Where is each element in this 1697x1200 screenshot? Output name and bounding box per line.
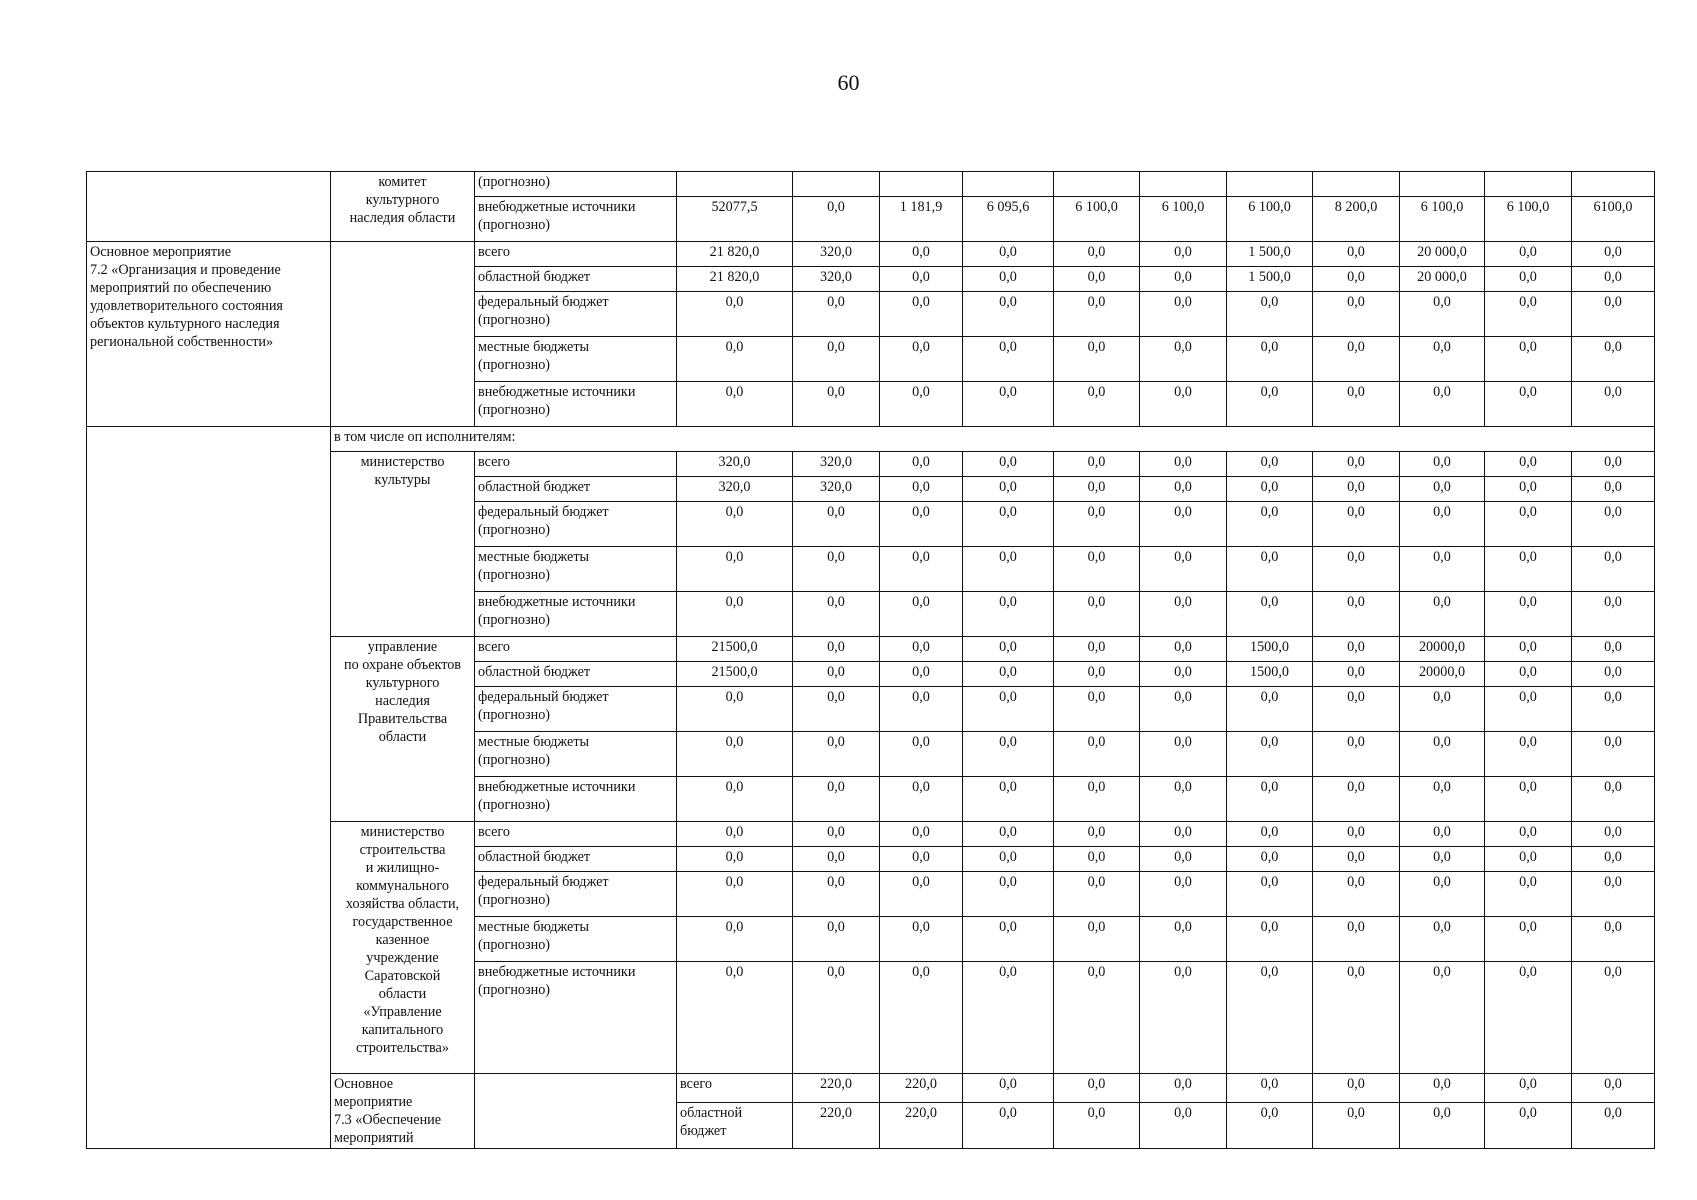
source-prognozno: (прогнозно) — [475, 172, 677, 197]
value-cell: 0,0 — [1400, 547, 1485, 592]
value-cell: 0,0 — [880, 637, 963, 662]
value-cell: 0,0 — [1140, 337, 1227, 382]
source-label: внебюджетные источники (прогнозно) — [475, 197, 677, 242]
value-cell: 220,0 — [880, 1103, 963, 1149]
value-cell: 0,0 — [1400, 1103, 1485, 1149]
value-cell: 0,0 — [1227, 1103, 1313, 1149]
activity-7-3-name: Основное мероприятие 7.3 «Обеспечение мероприятий — [331, 1074, 475, 1149]
value-cell: 0,0 — [880, 962, 963, 1074]
value-cell: 1 500,0 — [1227, 267, 1313, 292]
value-cell: 21500,0 — [677, 637, 793, 662]
value-cell: 0,0 — [1572, 917, 1655, 962]
executor-cell-empty — [331, 242, 475, 427]
value-cell: 0,0 — [1572, 292, 1655, 337]
value-cell: 0,0 — [793, 197, 880, 242]
value-cell: 0,0 — [1313, 337, 1400, 382]
value-cell: 0,0 — [1485, 292, 1572, 337]
value-cell: 0,0 — [1572, 662, 1655, 687]
value-cell: 52077,5 — [677, 197, 793, 242]
value-cell: 0,0 — [1485, 687, 1572, 732]
value-cell: 0,0 — [1054, 637, 1140, 662]
value-cell: 0,0 — [1400, 452, 1485, 477]
source-label: областной бюджет — [475, 662, 677, 687]
value-cell: 0,0 — [677, 502, 793, 547]
source-label: внебюджетные источники (прогнозно) — [475, 592, 677, 637]
value-cell: 0,0 — [1054, 732, 1140, 777]
value-cell: 0,0 — [1227, 592, 1313, 637]
value-cell: 0,0 — [1400, 687, 1485, 732]
value-cell: 0,0 — [1485, 337, 1572, 382]
value-cell: 0,0 — [1227, 917, 1313, 962]
value-cell: 0,0 — [1572, 1103, 1655, 1149]
value-cell: 0,0 — [1400, 847, 1485, 872]
value-cell: 0,0 — [880, 242, 963, 267]
value-cell: 0,0 — [1313, 637, 1400, 662]
value-cell: 0,0 — [963, 1103, 1054, 1149]
value-cell: 0,0 — [1313, 292, 1400, 337]
value-cell: 0,0 — [1313, 777, 1400, 822]
source-label: областной бюджет — [475, 847, 677, 872]
value-cell: 0,0 — [793, 962, 880, 1074]
value-cell: 0,0 — [1572, 1074, 1655, 1103]
value-cell: 0,0 — [1054, 917, 1140, 962]
value-cell: 0,0 — [963, 962, 1054, 1074]
value-cell: 0,0 — [1572, 382, 1655, 427]
value-cell: 0,0 — [1485, 267, 1572, 292]
value-cell: 320,0 — [793, 477, 880, 502]
value-cell: 6 100,0 — [1227, 197, 1313, 242]
value-cell: 0,0 — [1140, 872, 1227, 917]
value-cell: 0,0 — [1227, 477, 1313, 502]
value-cell: 8 200,0 — [1313, 197, 1400, 242]
value-cell: 220,0 — [880, 1074, 963, 1103]
value-cell: 0,0 — [677, 382, 793, 427]
value-cell: 0,0 — [1313, 822, 1400, 847]
value-cell: 0,0 — [963, 592, 1054, 637]
value-cell: 0,0 — [963, 382, 1054, 427]
value-cell: 0,0 — [1313, 592, 1400, 637]
value-cell: 6 100,0 — [1400, 197, 1485, 242]
value-cell: 0,0 — [1227, 382, 1313, 427]
value-cell: 0,0 — [1572, 732, 1655, 777]
source-label: федеральный бюджет (прогнозно) — [475, 502, 677, 547]
source-label: местные бюджеты (прогнозно) — [475, 547, 677, 592]
value-cell: 0,0 — [1572, 687, 1655, 732]
value-cell: 6 100,0 — [1054, 197, 1140, 242]
value-cell: 0,0 — [1400, 872, 1485, 917]
value-cell: 0,0 — [1485, 1074, 1572, 1103]
value-cell: 21 820,0 — [677, 267, 793, 292]
value-cell: 0,0 — [880, 267, 963, 292]
value-cell: 0,0 — [1572, 822, 1655, 847]
value-cell: 0,0 — [793, 547, 880, 592]
value-cell: 0,0 — [1140, 452, 1227, 477]
source-label: всего — [475, 242, 677, 267]
value-cell: 0,0 — [1140, 242, 1227, 267]
budget-table — [86, 171, 1655, 1149]
value-cell: 0,0 — [963, 847, 1054, 872]
value-cell: 0,0 — [1485, 777, 1572, 822]
value-cell: 0,0 — [793, 822, 880, 847]
value-cell: 0,0 — [1572, 847, 1655, 872]
value-cell: 0,0 — [1054, 1103, 1140, 1149]
value-cell: 0,0 — [1313, 1074, 1400, 1103]
value-cell: 20 000,0 — [1400, 242, 1485, 267]
value-cell: 0,0 — [1400, 477, 1485, 502]
value-cell: 0,0 — [1400, 337, 1485, 382]
value-cell: 320,0 — [677, 452, 793, 477]
value-cell: 21 820,0 — [677, 242, 793, 267]
value-cell: 0,0 — [1227, 872, 1313, 917]
value-cell: 0,0 — [1227, 337, 1313, 382]
value-cell: 0,0 — [1140, 962, 1227, 1074]
source-label: местные бюджеты (прогнозно) — [475, 732, 677, 777]
value-cell: 0,0 — [880, 592, 963, 637]
value-cell: 0,0 — [1227, 292, 1313, 337]
value-cell: 0,0 — [963, 477, 1054, 502]
value-cell: 0,0 — [1227, 547, 1313, 592]
value-cell: 0,0 — [963, 777, 1054, 822]
source-label: всего — [677, 1074, 793, 1103]
value-cell: 20000,0 — [1400, 662, 1485, 687]
value-cell: 0,0 — [1140, 592, 1227, 637]
value-cell: 0,0 — [880, 337, 963, 382]
value-cell: 0,0 — [793, 917, 880, 962]
value-cell: 0,0 — [963, 637, 1054, 662]
value-cell: 0,0 — [1054, 1074, 1140, 1103]
value-cell: 0,0 — [880, 547, 963, 592]
value-cell: 0,0 — [677, 822, 793, 847]
value-cell: 220,0 — [793, 1074, 880, 1103]
value-cell: 0,0 — [1140, 662, 1227, 687]
value-cell: 0,0 — [880, 292, 963, 337]
value-cell: 0,0 — [677, 687, 793, 732]
value-cell: 0,0 — [1572, 502, 1655, 547]
value-cell: 0,0 — [963, 822, 1054, 847]
value-cell: 0,0 — [1054, 477, 1140, 502]
value-cell: 0,0 — [963, 242, 1054, 267]
value-cell: 20 000,0 — [1400, 267, 1485, 292]
value-cell: 0,0 — [1485, 847, 1572, 872]
value-cell: 0,0 — [1400, 777, 1485, 822]
value-cell: 0,0 — [793, 687, 880, 732]
value-cell: 0,0 — [1313, 242, 1400, 267]
value-cell: 0,0 — [1400, 962, 1485, 1074]
value-cell: 0,0 — [880, 477, 963, 502]
source-label: федеральный бюджет (прогнозно) — [475, 687, 677, 732]
value-cell: 0,0 — [1313, 662, 1400, 687]
value-cell: 0,0 — [880, 872, 963, 917]
value-cell: 0,0 — [677, 547, 793, 592]
executor-upravlenie: управление по охране объектов культурного наследия Правительства области — [331, 637, 475, 822]
value-cell: 0,0 — [880, 687, 963, 732]
value-cell: 0,0 — [963, 662, 1054, 687]
value-cell: 0,0 — [677, 732, 793, 777]
activity-cell-empty — [87, 427, 331, 1149]
value-cell: 320,0 — [677, 477, 793, 502]
value-cell: 0,0 — [1572, 452, 1655, 477]
value-cell: 0,0 — [1140, 687, 1227, 732]
value-cell: 0,0 — [677, 337, 793, 382]
table-row — [87, 172, 1655, 197]
source-label: местные бюджеты (прогнозно) — [475, 917, 677, 962]
value-cell: 0,0 — [1313, 732, 1400, 777]
value-cell: 0,0 — [677, 777, 793, 822]
value-cell: 0,0 — [1313, 502, 1400, 547]
source-label: внебюджетные источники (прогнозно) — [475, 777, 677, 822]
page-number: 60 — [837, 70, 860, 95]
value-cell: 0,0 — [1054, 872, 1140, 917]
value-cell: 0,0 — [1485, 662, 1572, 687]
value-cell: 0,0 — [793, 662, 880, 687]
value-cell: 0,0 — [963, 502, 1054, 547]
value-cell: 0,0 — [1054, 242, 1140, 267]
source-label: всего — [475, 452, 677, 477]
executor-min-stroitelstva: министерство строительства и жилищно- коммунального хозяйства области, государственное казенное учреждение Саратовской области «Управление капитального строительства» — [331, 822, 475, 1074]
value-cell: 0,0 — [793, 337, 880, 382]
value-cell: 0,0 — [963, 687, 1054, 732]
value-cell: 0,0 — [963, 547, 1054, 592]
value-cell: 0,0 — [1485, 962, 1572, 1074]
value-cell: 0,0 — [1485, 477, 1572, 502]
value-cell: 0,0 — [1572, 777, 1655, 822]
value-cell: 0,0 — [1572, 872, 1655, 917]
value-cell: 0,0 — [880, 822, 963, 847]
value-cell: 220,0 — [793, 1103, 880, 1149]
value-cell: 1 181,9 — [880, 197, 963, 242]
value-cell: 0,0 — [880, 452, 963, 477]
value-cell: 0,0 — [1485, 592, 1572, 637]
value-cell: 0,0 — [1054, 502, 1140, 547]
executor-min-kultury: министерство культуры — [331, 452, 475, 637]
value-cell: 0,0 — [1140, 382, 1227, 427]
value-cell: 0,0 — [1313, 847, 1400, 872]
source-label: местные бюджеты (прогнозно) — [475, 337, 677, 382]
value-cell: 0,0 — [1140, 1074, 1227, 1103]
value-cell: 0,0 — [793, 732, 880, 777]
value-cell: 0,0 — [1313, 872, 1400, 917]
value-cell: 0,0 — [1054, 547, 1140, 592]
value-cell: 0,0 — [1227, 732, 1313, 777]
value-cell: 0,0 — [1485, 872, 1572, 917]
value-cell: 0,0 — [793, 847, 880, 872]
value-cell: 0,0 — [880, 777, 963, 822]
value-cell: 0,0 — [880, 662, 963, 687]
value-cell: 320,0 — [793, 242, 880, 267]
value-cell: 0,0 — [1400, 822, 1485, 847]
value-cell: 0,0 — [1572, 337, 1655, 382]
value-cell: 0,0 — [1313, 1103, 1400, 1149]
value-cell: 0,0 — [677, 292, 793, 337]
value-cell: 0,0 — [677, 917, 793, 962]
value-cell: 0,0 — [1054, 337, 1140, 382]
value-cell: 0,0 — [1227, 822, 1313, 847]
value-cell: 0,0 — [1313, 452, 1400, 477]
value-cell: 0,0 — [1572, 547, 1655, 592]
value-cell: 0,0 — [1313, 547, 1400, 592]
value-cell: 0,0 — [880, 502, 963, 547]
value-cell: 1500,0 — [1227, 637, 1313, 662]
value-cell: 0,0 — [963, 267, 1054, 292]
source-label: федеральный бюджет (прогнозно) — [475, 872, 677, 917]
value-cell: 0,0 — [1485, 637, 1572, 662]
value-cell: 0,0 — [677, 847, 793, 872]
value-cell: 0,0 — [1313, 962, 1400, 1074]
value-cell: 0,0 — [1227, 502, 1313, 547]
value-cell: 0,0 — [1140, 292, 1227, 337]
value-cell: 0,0 — [1485, 547, 1572, 592]
value-cell: 1500,0 — [1227, 662, 1313, 687]
value-cell: 1 500,0 — [1227, 242, 1313, 267]
value-cell: 0,0 — [963, 292, 1054, 337]
by-executors-subheading: в том числе оп исполнителям: — [331, 427, 1655, 452]
value-cell: 0,0 — [1227, 847, 1313, 872]
value-cell: 0,0 — [793, 872, 880, 917]
value-cell: 0,0 — [1140, 847, 1227, 872]
source-label: областной бюджет — [677, 1103, 793, 1149]
value-cell: 0,0 — [1313, 687, 1400, 732]
value-cell: 0,0 — [1054, 847, 1140, 872]
executor-komitet: комитет культурного наследия области — [331, 172, 475, 242]
value-cell: 0,0 — [963, 337, 1054, 382]
value-cell: 0,0 — [677, 962, 793, 1074]
value-cell: 0,0 — [1485, 917, 1572, 962]
value-cell: 0,0 — [963, 452, 1054, 477]
value-cell: 0,0 — [1572, 592, 1655, 637]
source-label: областной бюджет — [475, 477, 677, 502]
value-cell: 6 100,0 — [1485, 197, 1572, 242]
source-label: всего — [475, 822, 677, 847]
value-cell: 0,0 — [1572, 242, 1655, 267]
value-cell: 0,0 — [793, 292, 880, 337]
value-cell: 0,0 — [1054, 382, 1140, 427]
source-label: федеральный бюджет (прогнозно) — [475, 292, 677, 337]
value-cell: 0,0 — [1572, 267, 1655, 292]
value-cell: 0,0 — [1140, 502, 1227, 547]
value-cell: 0,0 — [1485, 382, 1572, 427]
value-cell: 320,0 — [793, 267, 880, 292]
value-cell: 0,0 — [1572, 477, 1655, 502]
value-cell: 0,0 — [1054, 292, 1140, 337]
value-cell: 0,0 — [1572, 637, 1655, 662]
value-cell: 0,0 — [1140, 822, 1227, 847]
activity-7-2-name: Основное мероприятие 7.2 «Организация и проведение мероприятий по обеспечению удовлетворительного состояния объектов культурного наследия региональной собственности» — [87, 242, 331, 427]
value-cell: 0,0 — [1054, 662, 1140, 687]
value-cell: 0,0 — [1400, 732, 1485, 777]
value-cell: 0,0 — [793, 502, 880, 547]
executor-cell-empty — [475, 1074, 677, 1149]
source-label: внебюджетные источники (прогнозно) — [475, 382, 677, 427]
value-cell: 0,0 — [1140, 637, 1227, 662]
value-cell: 0,0 — [1054, 452, 1140, 477]
value-cell: 0,0 — [880, 847, 963, 872]
value-cell: 0,0 — [1485, 502, 1572, 547]
value-cell: 0,0 — [793, 637, 880, 662]
value-cell: 0,0 — [1140, 547, 1227, 592]
value-cell: 0,0 — [1485, 1103, 1572, 1149]
value-cell: 0,0 — [1054, 267, 1140, 292]
value-cell: 0,0 — [1140, 777, 1227, 822]
value-cell: 0,0 — [1400, 502, 1485, 547]
value-cell: 0,0 — [963, 917, 1054, 962]
value-cell: 0,0 — [793, 777, 880, 822]
table-row — [87, 242, 1655, 267]
value-cell: 0,0 — [1140, 267, 1227, 292]
value-cell: 0,0 — [1485, 242, 1572, 267]
value-cell: 0,0 — [1054, 687, 1140, 732]
activity-cell-empty — [87, 172, 331, 242]
value-cell: 0,0 — [963, 872, 1054, 917]
source-label: внебюджетные источники (прогнозно) — [475, 962, 677, 1074]
value-cell: 0,0 — [1400, 592, 1485, 637]
value-cell: 0,0 — [793, 382, 880, 427]
value-cell: 0,0 — [880, 732, 963, 777]
value-cell: 0,0 — [1572, 962, 1655, 1074]
value-cell: 0,0 — [1140, 732, 1227, 777]
value-cell: 320,0 — [793, 452, 880, 477]
value-cell: 0,0 — [1485, 452, 1572, 477]
value-cell: 0,0 — [963, 1074, 1054, 1103]
value-cell: 6 095,6 — [963, 197, 1054, 242]
value-cell: 0,0 — [1227, 452, 1313, 477]
value-cell: 0,0 — [1485, 732, 1572, 777]
value-cell: 0,0 — [1313, 917, 1400, 962]
value-cell: 0,0 — [1227, 962, 1313, 1074]
value-cell: 0,0 — [677, 592, 793, 637]
value-cell: 0,0 — [1140, 917, 1227, 962]
value-cell: 0,0 — [880, 917, 963, 962]
value-cell: 0,0 — [1313, 267, 1400, 292]
value-cell: 0,0 — [677, 872, 793, 917]
value-cell: 0,0 — [1054, 822, 1140, 847]
value-cell: 0,0 — [1400, 292, 1485, 337]
value-cell: 0,0 — [1313, 382, 1400, 427]
value-cell: 0,0 — [1227, 1074, 1313, 1103]
value-cell: 0,0 — [1054, 592, 1140, 637]
value-cell: 0,0 — [1400, 382, 1485, 427]
value-cell: 0,0 — [963, 732, 1054, 777]
value-cell: 0,0 — [1140, 477, 1227, 502]
value-cell: 21500,0 — [677, 662, 793, 687]
table-row — [87, 427, 1655, 452]
value-cell: 0,0 — [1400, 1074, 1485, 1103]
source-label: областной бюджет — [475, 267, 677, 292]
value-cell: 0,0 — [1227, 777, 1313, 822]
value-cell: 0,0 — [1313, 477, 1400, 502]
source-label: всего — [475, 637, 677, 662]
value-cell: 0,0 — [880, 382, 963, 427]
value-cell: 20000,0 — [1400, 637, 1485, 662]
value-cell: 0,0 — [1140, 1103, 1227, 1149]
value-cell: 6100,0 — [1572, 197, 1655, 242]
value-cell: 6 100,0 — [1140, 197, 1227, 242]
value-cell: 0,0 — [1054, 777, 1140, 822]
value-cell: 0,0 — [1400, 917, 1485, 962]
value-cell: 0,0 — [793, 592, 880, 637]
value-cell: 0,0 — [1485, 822, 1572, 847]
value-cell: 0,0 — [1227, 687, 1313, 732]
value-cell: 0,0 — [1054, 962, 1140, 1074]
